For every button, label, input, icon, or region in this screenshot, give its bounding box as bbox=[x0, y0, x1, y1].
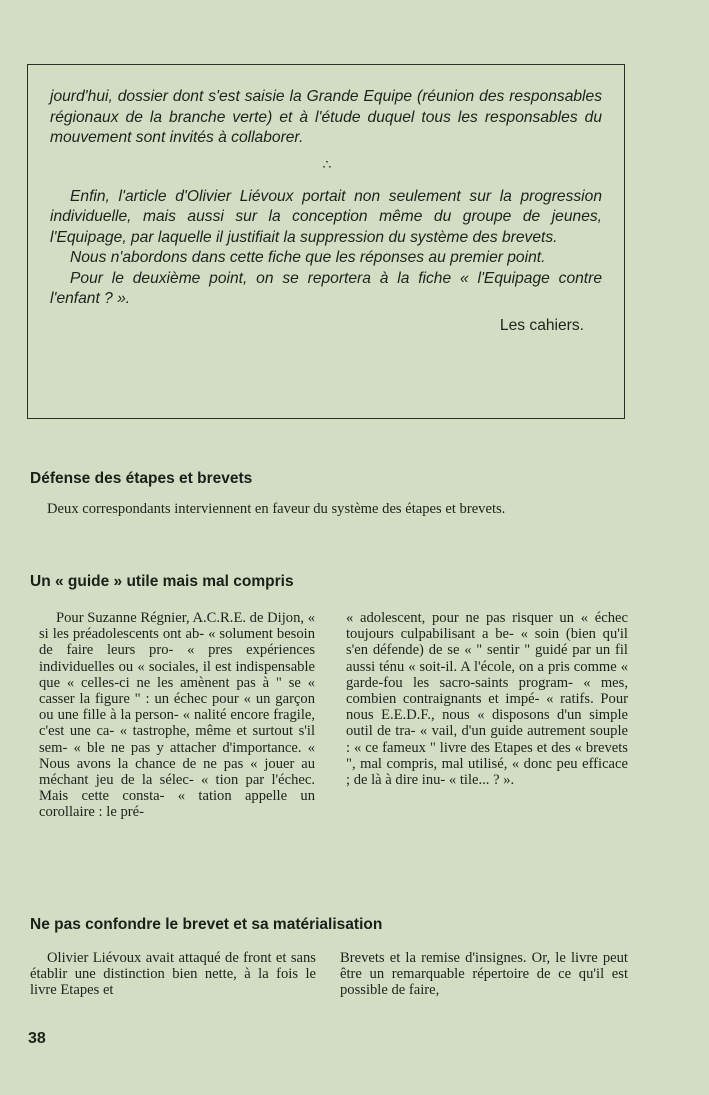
section-brevet-column-2 bbox=[340, 950, 628, 999]
section-title-brevet: Ne pas confondre le brevet et sa matérialisation bbox=[30, 916, 383, 933]
section-brevet-col1-text: Olivier Liévoux avait attaqué de front et sans établir une distinction bien nette, à la fois le livre Etapes et bbox=[30, 950, 316, 999]
section-guide-col1-text: Pour Suzanne Régnier, A.C.R.E. de Dijon, « si les préadolescents ont ab- « solument besoin de faire leurs pro- « pres expériences individuelles ou « sociales, il est indispensable que « celles-ci ne les amènent pas à " se « casser la figure " : un échec pour « un garçon ou une fille à la person- « nalité encore fragile, c'est une ca- « tastrophe, même et surtout s'il sem- « ble ne pas y attacher d'importance. « Nous avons la chance de ne pas « jouer au méchant jeu de la sélec- « tion par l'échec. Mais cette consta- « tation appelle un corollaire : le pré- bbox=[39, 610, 315, 821]
section-guide-column-2 bbox=[346, 610, 628, 788]
section-title-guide: Un « guide » utile mais mal compris bbox=[30, 573, 294, 590]
section-guide-col2-text: « adolescent, pour ne pas risquer un « échec toujours culpabilisant a be- « soin (bien qu'il s'en défende) de se « " sentir " guidé par un fil aussi ténu « soit-il. A l'école, on a pris comme « garde-fou les sacro-saints program- « mes, combien contraignants et impé- « ratifs. Pour nous E.E.D.F., nous « disposons d'un simple outil de tra- « vail, d'un guide autrement souple : « ce fameux " livre des Etapes et des « brevets ", mal compris, mal utilisé, « donc peu efficace ; de là à dire inu- « tile... ? ». bbox=[346, 610, 628, 789]
section-guide-column-1 bbox=[39, 610, 315, 821]
box-signature: Les cahiers. bbox=[499, 316, 584, 334]
section-brevet-column-1 bbox=[30, 950, 316, 999]
page-number: 38 bbox=[28, 1030, 46, 1047]
intro-box bbox=[27, 64, 625, 419]
section-defense-paragraph: Deux correspondants interviennent en faveur du système des étapes et brevets. bbox=[47, 501, 506, 517]
section-title-defense: Défense des étapes et brevets bbox=[30, 470, 253, 487]
box-paragraph-4: Pour le deuxième point, on se reportera à la fiche « l'Equipage contre l'enfant ? ». bbox=[50, 269, 602, 307]
box-paragraph-3: Nous n'abordons dans cette fiche que les réponses au premier point. bbox=[70, 249, 546, 266]
section-defense-text bbox=[30, 501, 627, 517]
box-paragraph-2: Enfin, l'article d'Olivier Liévoux portait non seulement sur la progression individuelle, mais aussi sur la conception même du groupe de jeunes, l'Equipage, par laquelle il justifiait la suppression du système des brevets. bbox=[50, 187, 602, 246]
separator-dots: ∴ bbox=[322, 155, 330, 172]
section-brevet-col2-text: Brevets et la remise d'insignes. Or, le livre peut être un remarquable répertoire de ce qu'il est possible de faire, bbox=[340, 950, 628, 999]
box-paragraph-1: jourd'hui, dossier dont s'est saisie la Grande Equipe (réunion des responsables régionaux de la branche verte) et à l'étude duquel tous les responsables du mouvement sont invités à collaborer. bbox=[50, 88, 602, 146]
